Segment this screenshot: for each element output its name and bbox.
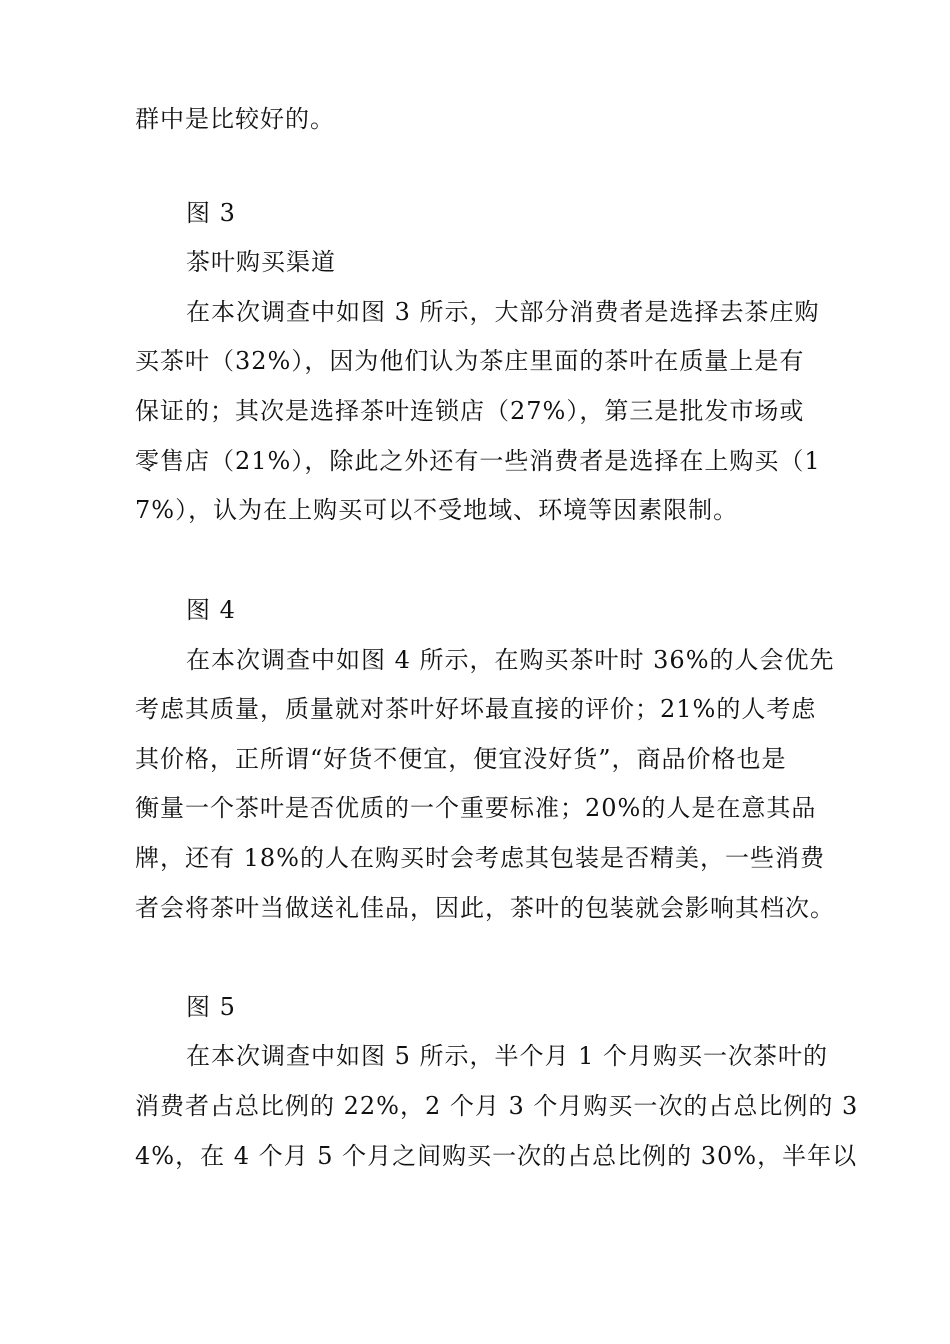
paragraph-line: 者会将茶叶当做送礼佳品，因此，茶叶的包装就会影响其档次。 — [135, 894, 835, 922]
section-heading: 茶叶购买渠道 — [186, 248, 336, 276]
figure-caption: 图 3 — [186, 199, 236, 227]
paragraph-line: 7%），认为在上购买可以不受地域、环境等因素限制。 — [135, 496, 739, 524]
paragraph-line: 在本次调查中如图 4 所示，在购买茶叶时 36%的人会优先 — [186, 646, 835, 674]
paragraph-line: 其价格，正所谓“好货不便宜，便宜没好货”，商品价格也是 — [135, 745, 787, 773]
paragraph-line: 4%，在 4 个月 5 个月之间购买一次的占总比例的 30%，半年以 — [135, 1142, 858, 1170]
paragraph-line: 买茶叶（32%），因为他们认为茶庄里面的茶叶在质量上是有 — [135, 347, 805, 375]
paragraph-line: 零售店（21%），除此之外还有一些消费者是选择在上购买（1 — [135, 447, 821, 475]
figure-caption: 图 4 — [186, 596, 236, 624]
text-line: 群中是比较好的。 — [135, 105, 335, 133]
paragraph-line: 在本次调查中如图 5 所示，半个月 1 个月购买一次茶叶的 — [186, 1042, 829, 1070]
paragraph-line: 考虑其质量，质量就对茶叶好坏最直接的评价；21%的人考虑 — [135, 695, 817, 723]
paragraph-line: 消费者占总比例的 22%，2 个月 3 个月购买一次的占总比例的 3 — [135, 1092, 859, 1120]
paragraph-line: 在本次调查中如图 3 所示，大部分消费者是选择去茶庄购 — [186, 298, 820, 326]
figure-caption: 图 5 — [186, 993, 236, 1021]
paragraph-line: 保证的；其次是选择茶叶连锁店（27%），第三是批发市场或 — [135, 397, 805, 425]
paragraph-line: 衡量一个茶叶是否优质的一个重要标准；20%的人是在意其品 — [135, 794, 817, 822]
paragraph-line: 牌，还有 18%的人在购买时会考虑其包装是否精美，一些消费 — [135, 844, 825, 872]
